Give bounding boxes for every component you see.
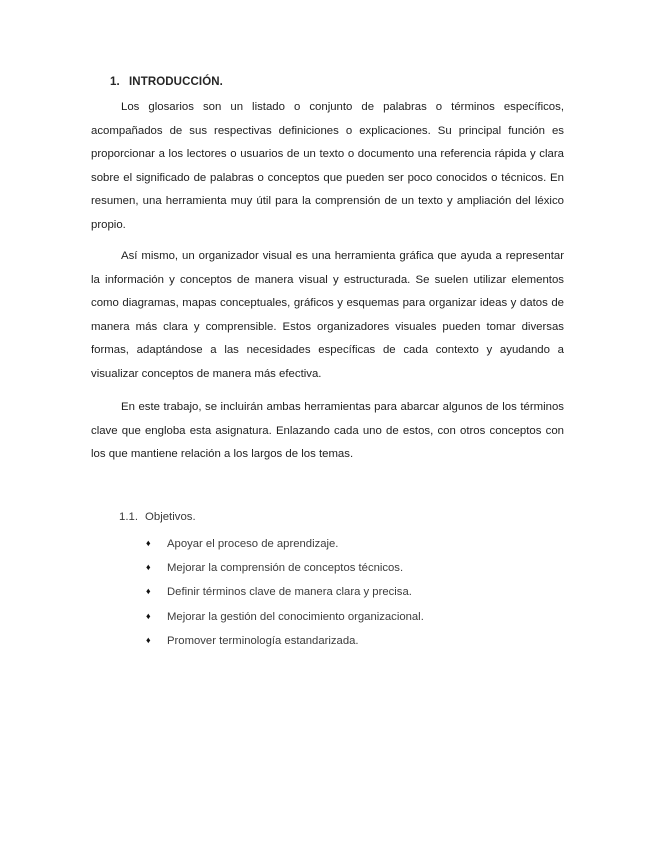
objective-text: Promover terminología estandarizada. — [167, 634, 359, 647]
objective-text: Apoyar el proceso de aprendizaje. — [167, 538, 339, 550]
diamond-bullet-icon: ♦ — [146, 538, 151, 548]
subsection-number: 1.1. — [119, 511, 138, 523]
paragraph-este-trabajo: En este trabajo, se incluirán ambas herramientas para abarcar algunos de los términos clave que engloba esta asignatura. Enlazando cada uno de estos, con otros conceptos con los que mantiene relación a los largos de los temas. — [91, 401, 564, 461]
diamond-bullet-icon: ♦ — [146, 634, 151, 645]
list-item — [146, 531, 424, 555]
section-heading-introduccion — [110, 76, 223, 88]
objective-text: Mejorar la comprensión de conceptos técnicos. — [167, 562, 404, 575]
objective-text: Definir términos clave de manera clara y precisa. — [167, 586, 412, 599]
diamond-bullet-icon: ♦ — [146, 586, 151, 597]
list-item — [146, 604, 424, 628]
subsection-heading-objetivos — [119, 511, 196, 523]
diamond-bullet-icon: ♦ — [146, 610, 151, 621]
section-number: 1. — [110, 76, 120, 88]
section-title: INTRODUCCIÓN. — [129, 76, 223, 88]
objectives-list — [146, 531, 424, 652]
diamond-bullet-icon: ♦ — [146, 562, 151, 573]
list-item — [146, 579, 424, 603]
objective-text: Mejorar la gestión del conocimiento organizacional. — [167, 610, 424, 623]
subsection-title: Objetivos. — [145, 511, 196, 523]
paragraph-organizador-visual: Así mismo, un organizador visual es una herramienta gráfica que ayuda a representar la información y conceptos de manera visual y estructurada. Se suelen utilizar elementos como diagramas, mapas conceptuales, gráficos y esquemas para organizar ideas y datos de manera más clara y comprensible. Estos organizadores visuales pueden tomar diversas formas, adaptándose a las necesidades específicas de cada contexto y ayudando a visualizar conceptos de manera más efectiva. — [91, 250, 564, 380]
list-item — [146, 628, 424, 652]
list-item — [146, 555, 424, 579]
paragraph-glosarios: Los glosarios son un listado o conjunto de palabras o términos específicos, acompañados de sus respectivas definiciones o explicaciones. Su principal función es proporcionar a los lectores o usuarios de un texto o documento una referencia rápida y clara sobre el significado de palabras o conceptos que pueden ser poco conocidos o técnicos. En resumen, una herramienta muy útil para la comprensión de un texto y ampliación del léxico propio. — [91, 101, 564, 231]
